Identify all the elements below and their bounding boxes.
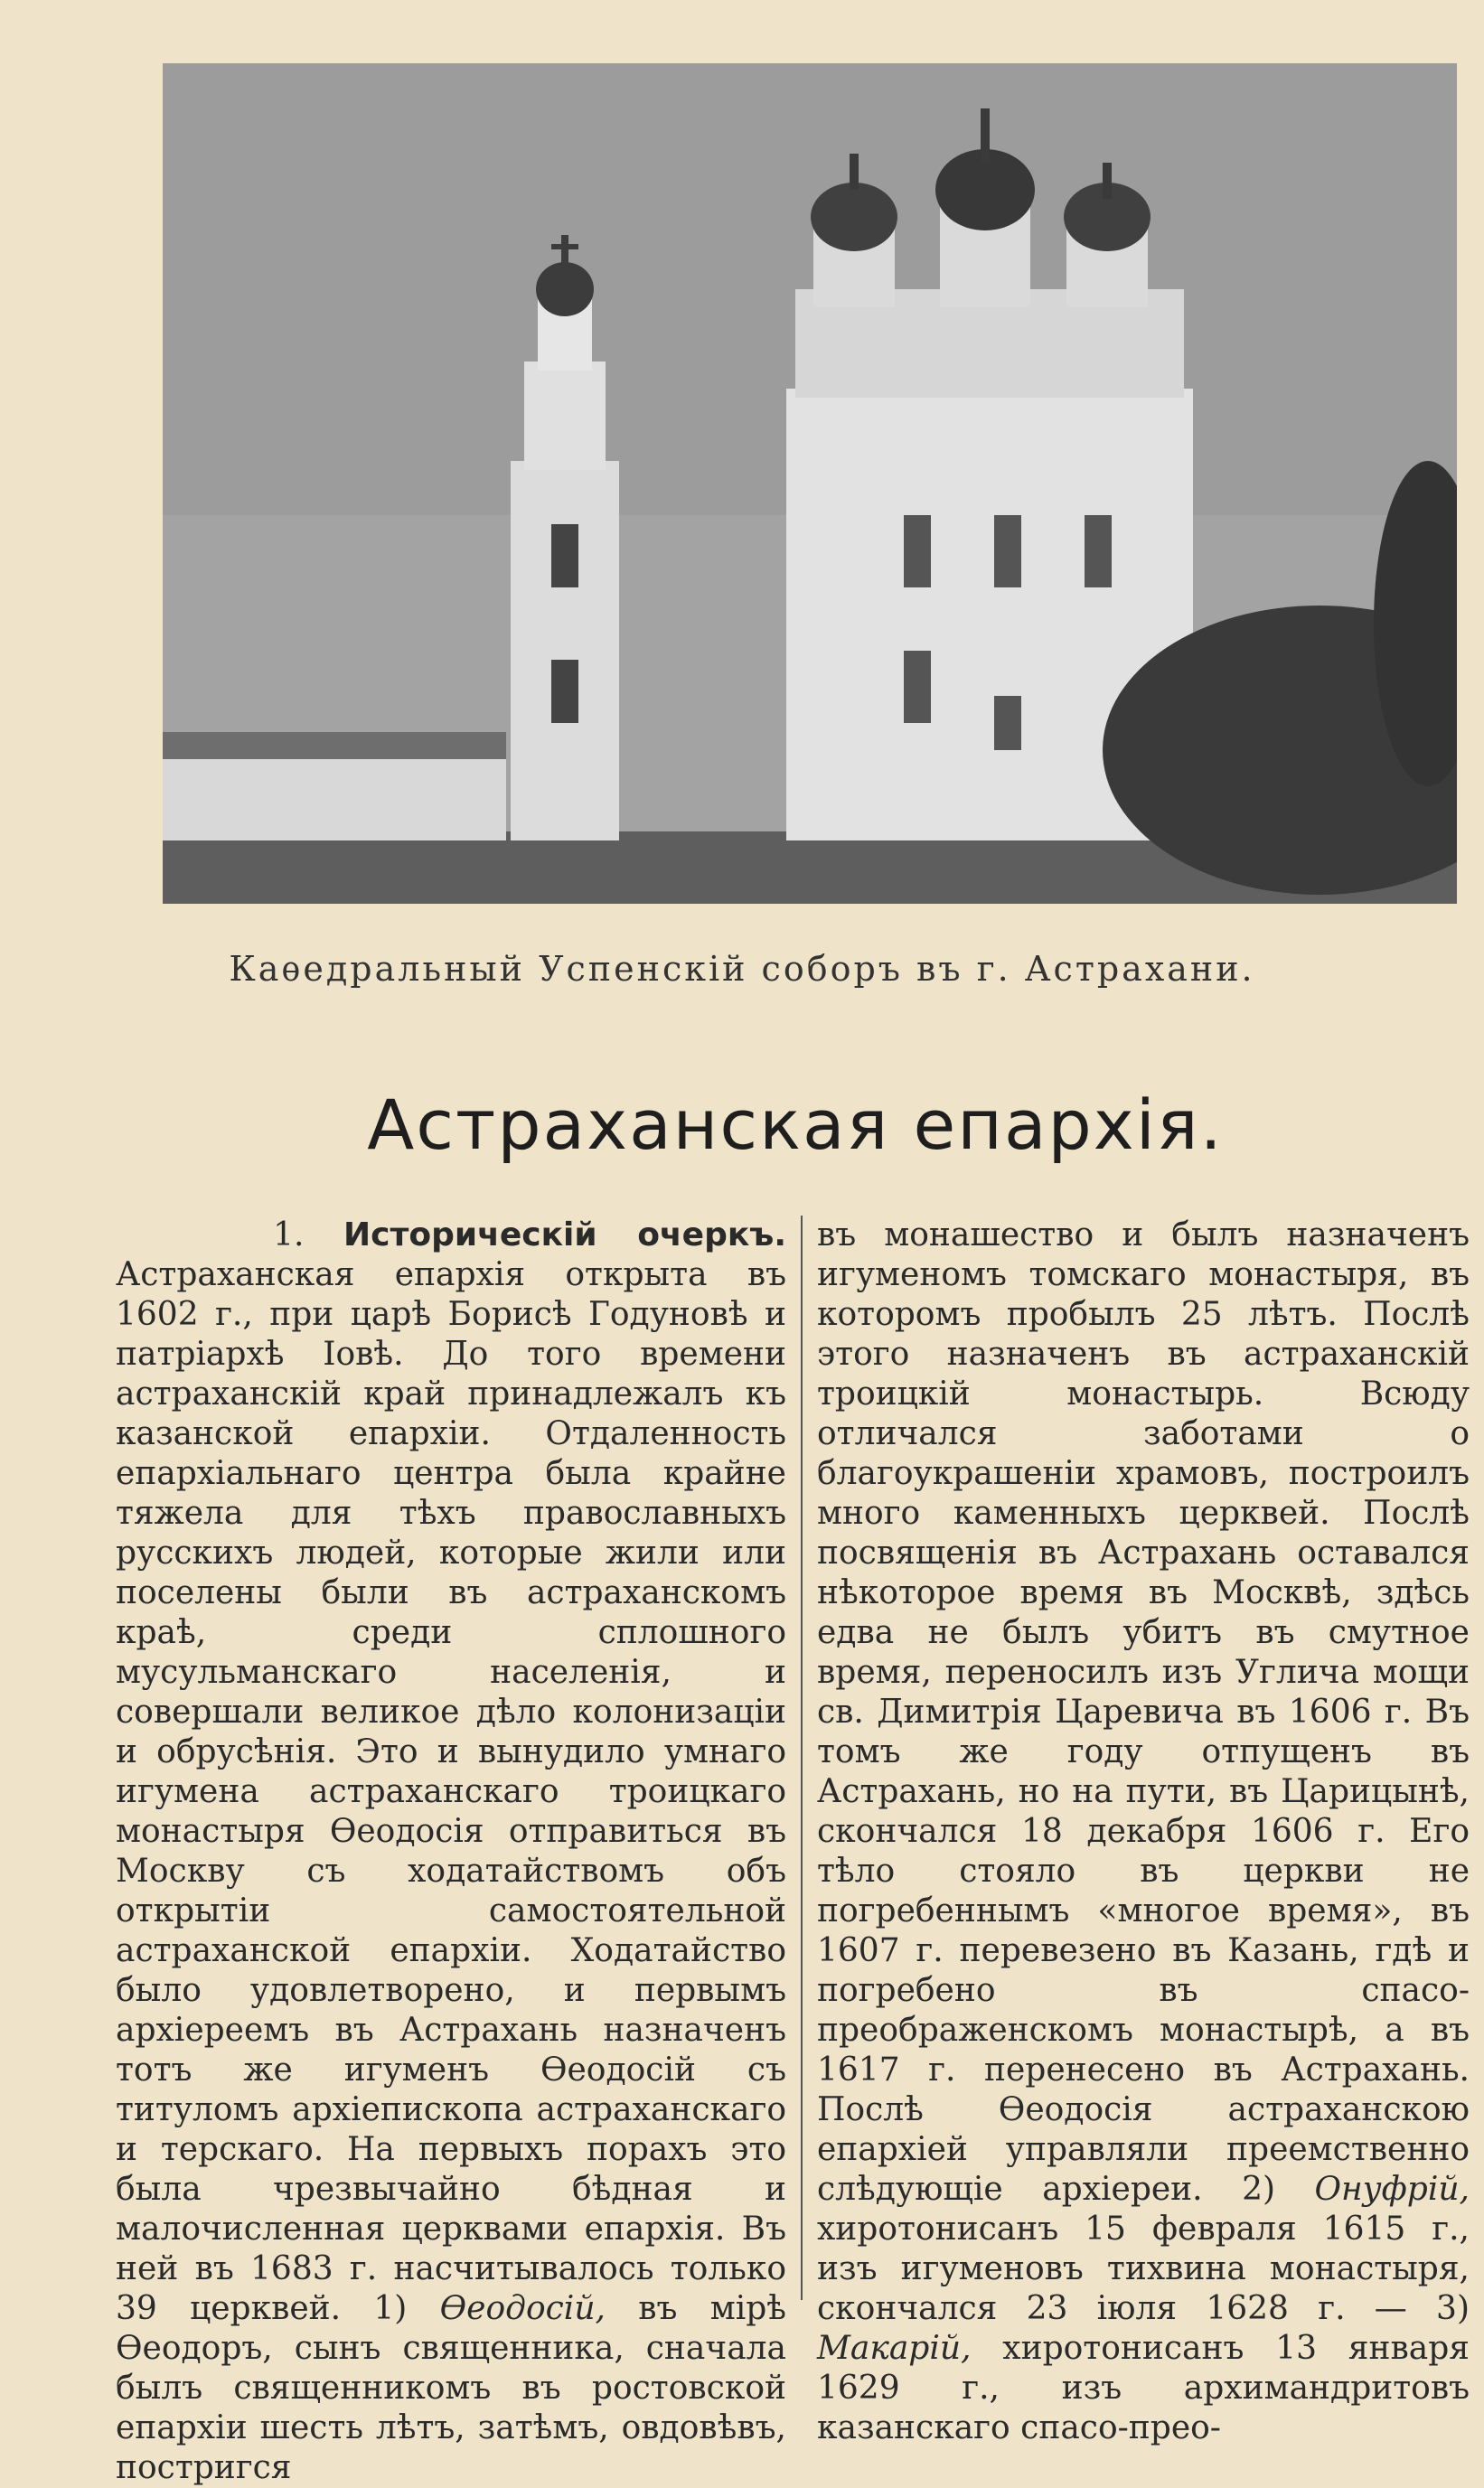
photo-caption: Каѳедральный Успенскій соборъ въ г. Астрахани.	[229, 949, 1255, 989]
page-title: Астраханская епархія.	[367, 1084, 1224, 1165]
right-text-2: хиротонисанъ 15 февраля 1615 г., изъ игуменовъ тихвина монастыря, скончался 23 іюля 1628 г. — 3)	[817, 2211, 1470, 2327]
right-text-1: въ монашество и былъ назначенъ игуменомъ томскаго монастыря, въ которомъ пробылъ 25 лѣтъ. Послѣ этого назначенъ въ астраханскій троицкій монастырь. Всюду отличался заботами о благоукрашеніи храмовъ, построилъ много каменныхъ церквей. Послѣ посвященія въ Астрахань оставался нѣкоторое время въ Москвѣ, здѣсь едва не былъ убитъ въ смутное время, переносилъ изъ Углича мощи св. Димитрія Царевича въ 1606 г. Въ томъ же году отпущенъ въ Астрахань, но на пути, въ Царицынѣ, скончался 18 декабря 1606 г. Его тѣло стояло въ церкви не погребеннымъ «многое время», въ 1607 г. перевезено въ Казань, гдѣ и погребено въ спасо-преображенскомъ монастырѣ, а въ 1617 г. перенесено въ Астрахань. Послѣ Ѳеодосія астраханскою епархіей управляли преемственно слѣдующіе архіереи. 2)	[817, 1216, 1470, 2208]
article-body	[116, 1216, 1471, 2486]
bishop-name-2: Онуфрій,	[1314, 2171, 1470, 2208]
section-rubric: Историческій очеркъ.	[343, 1216, 786, 1253]
left-text-end: въ мірѣ Ѳеодоръ, сынъ священника, сначала былъ священникомъ въ ростовской епархіи шесть лѣтъ, затѣмъ, овдовѣвъ, постригся	[116, 2290, 786, 2486]
section-number: 1.	[273, 1216, 305, 1253]
column-divider	[801, 1216, 803, 2300]
right-column	[817, 1216, 1470, 2448]
right-text-3: хиротонисанъ 13 января 1629 г., изъ архимандритовъ казанскаго спасо-прео-	[817, 2330, 1470, 2446]
left-column	[116, 1216, 786, 2488]
left-text: Астраханская епархія открыта въ 1602 г., при царѣ Борисѣ Годуновѣ и патріархѣ Іовѣ. До того времени астраханскій край принадлежалъ къ казанской епархіи. Отдаленность епархіальнаго центра была крайне тяжела для тѣхъ православныхъ русскихъ людей, которые жили или поселены были въ астраханскомъ краѣ, среди сплошного мусульманскаго населенія, и совершали великое дѣло колонизаціи и обрусѣнія. Это и вынудило умнаго игумена астраханскаго троицкаго монастыря Ѳеодосія отправиться въ Москву съ ходатайствомъ объ открытіи самостоятельной астраханской епархіи. Ходатайство было удовлетворено, и первымъ архіереемъ въ Астрахань назначенъ тотъ же игуменъ Ѳеодосій съ титуломъ архіепископа астраханскаго и терскаго. На первыхъ порахъ это была чрезвычайно бѣдная и малочисленная церквами епархія. Въ ней въ 1683 г. насчитывалось только 39 церквей. 1)	[116, 1256, 786, 2327]
bishop-name-1: Ѳеодосій,	[439, 2290, 606, 2327]
cathedral-photo	[163, 63, 1457, 904]
bishop-name-3: Макарій,	[817, 2330, 972, 2367]
